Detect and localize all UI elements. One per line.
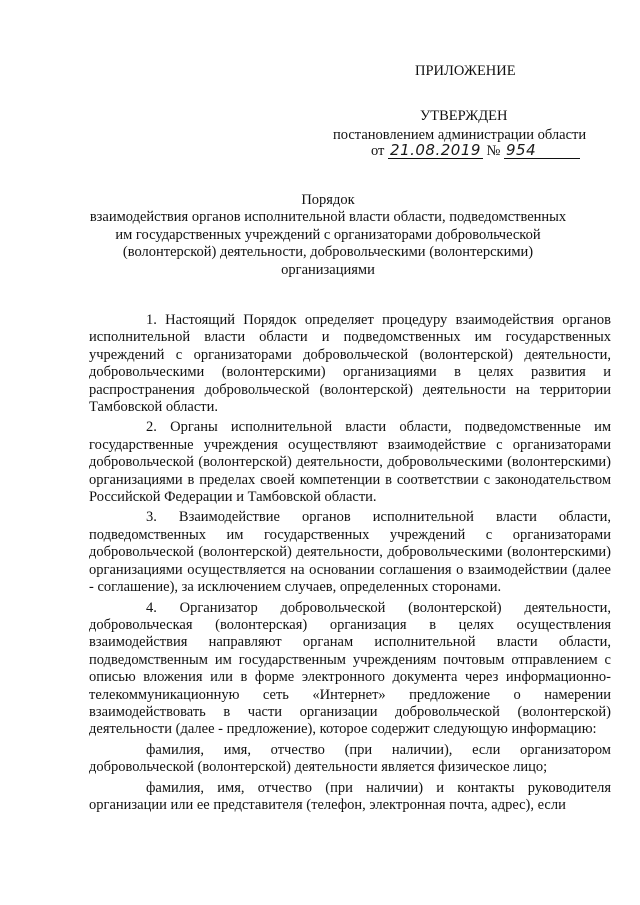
paragraph-4: 4. Организатор добровольческой (волонтерской) деятельности, добровольческая (волонтерская) организация в целях осуществления взаимодействия направляют органам исполнительной власти области, подведомственным им государственным учреждениям почтовым отправлением с описью вложения или в форме электронного документа через информационно-телекоммуникационную сеть «Интернет» предложение о намерении взаимодействовать в части организации добровольческой (волонтерской) деятельности (далее - предложение), которое содержит следующую информацию:	[89, 599, 611, 738]
handwritten-number: 954	[504, 142, 580, 159]
title-line: взаимодействия органов исполнительной власти области, подведомственных	[89, 209, 567, 226]
decree-line: постановлением администрации области	[333, 127, 587, 143]
title-line: им государственных учреждений с организаторами добровольческой	[115, 226, 541, 243]
date-number-line	[371, 142, 580, 160]
list-item-name-individual: фамилия, имя, отчество (при наличии), если организатором добровольческой (волонтерской) деятельности является физическое лицо;	[89, 741, 611, 776]
handwritten-date: 21.08.2019	[390, 141, 481, 159]
title-line: Порядок	[301, 192, 355, 208]
document-body	[89, 312, 611, 817]
title-line: организациями	[281, 261, 375, 278]
title-line: (волонтерской) деятельности, добровольческими (волонтерскими)	[122, 244, 534, 261]
paragraph-1: 1. Настоящий Порядок определяет процедуру взаимодействия органов исполнительной власти области и подведомственных им государственных учреждений с организаторами добровольческой (волонтерской) деятельности, добровольческими (волонтерскими) организациями в целях развития и распространения добровольческой (волонтерской) деятельности на территории Тамбовской области.	[89, 312, 611, 416]
document-title	[78, 192, 578, 279]
date-prefix: от	[371, 143, 385, 159]
appendix-heading: ПРИЛОЖЕНИЕ	[415, 63, 516, 79]
approved-heading: УТВЕРЖДЕН	[420, 108, 508, 124]
paragraph-3: 3. Взаимодействие органов исполнительной власти области, подведомственных им государственных учреждений с организаторами добровольческой (волонтерской) деятельности, добровольческими (волонтерскими) организациями осуществляется на основании соглашения о взаимодействии (далее - соглашение), за исключением случаев, определенных сторонами.	[89, 509, 611, 596]
list-item-name-organization: фамилия, имя, отчество (при наличии) и контакты руководителя организации или ее представителя (телефон, электронная почта, адрес), если	[89, 779, 611, 813]
paragraph-2: 2. Органы исполнительной власти области, подведомственные им государственные учреждения осуществляют взаимодействие с организаторами добровольческой (волонтерской) деятельности, добровольческими (волонтерскими) организациями в пределах своей компетенции в соответствии с законодательством Российской Федерации и Тамбовской области.	[89, 419, 611, 506]
number-prefix: №	[486, 143, 501, 159]
